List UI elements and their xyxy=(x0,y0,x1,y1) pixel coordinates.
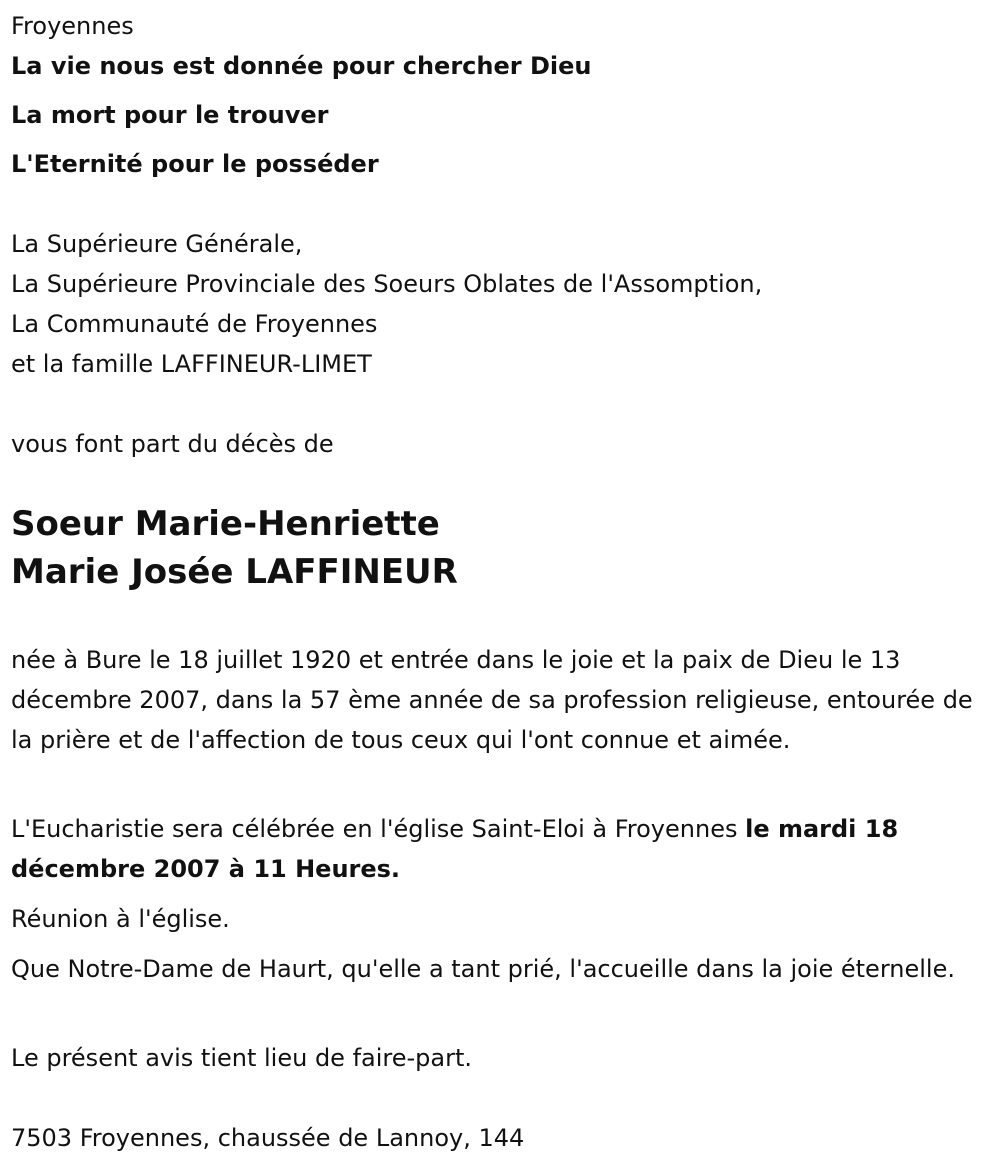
announcer-3: La Communauté de Froyennes xyxy=(11,310,378,338)
place-name: Froyennes xyxy=(11,12,134,40)
eucharist-date: le mardi 18 décembre 2007 à 11 Heures. xyxy=(11,815,899,883)
announcer-2: La Supérieure Provinciale des Soeurs Oblates de l'Assomption, xyxy=(11,270,763,298)
prayer-paragraph: Que Notre-Dame de Haurt, qu'elle a tant prié, l'accueille dans la joie éternelle. xyxy=(11,955,955,983)
quote-line-2: La mort pour le trouver xyxy=(11,101,329,129)
eucharist-text: L'Eucharistie sera célébrée en l'église Saint-Eloi à Froyennes xyxy=(11,815,746,843)
notice-text: Le présent avis tient lieu de faire-part. xyxy=(11,1044,473,1072)
announcement-text: vous font part du décès de xyxy=(11,430,334,458)
meeting-text: Réunion à l'église. xyxy=(11,905,230,933)
deceased-name-line-2: Marie Josée LAFFINEUR xyxy=(11,552,458,592)
address: 7503 Froyennes, chaussée de Lannoy, 144 xyxy=(11,1124,525,1152)
deceased-name-line-1: Soeur Marie-Henriette xyxy=(11,504,440,544)
eucharist-paragraph xyxy=(11,809,981,889)
announcer-4: et la famille LAFFINEUR-LIMET xyxy=(11,350,372,378)
announcer-1: La Supérieure Générale, xyxy=(11,230,303,258)
quote-line-1: La vie nous est donnée pour chercher Dieu xyxy=(11,52,592,80)
quote-line-3: L'Eternité pour le posséder xyxy=(11,150,379,178)
birth-death-paragraph: née à Bure le 18 juillet 1920 et entrée dans le joie et la paix de Dieu le 13 décembre 2007, dans la 57 ème année de sa profession religieuse, entourée de la prière et de l'affection de tous ceux qui l'ont connue et aimée. xyxy=(11,646,973,754)
